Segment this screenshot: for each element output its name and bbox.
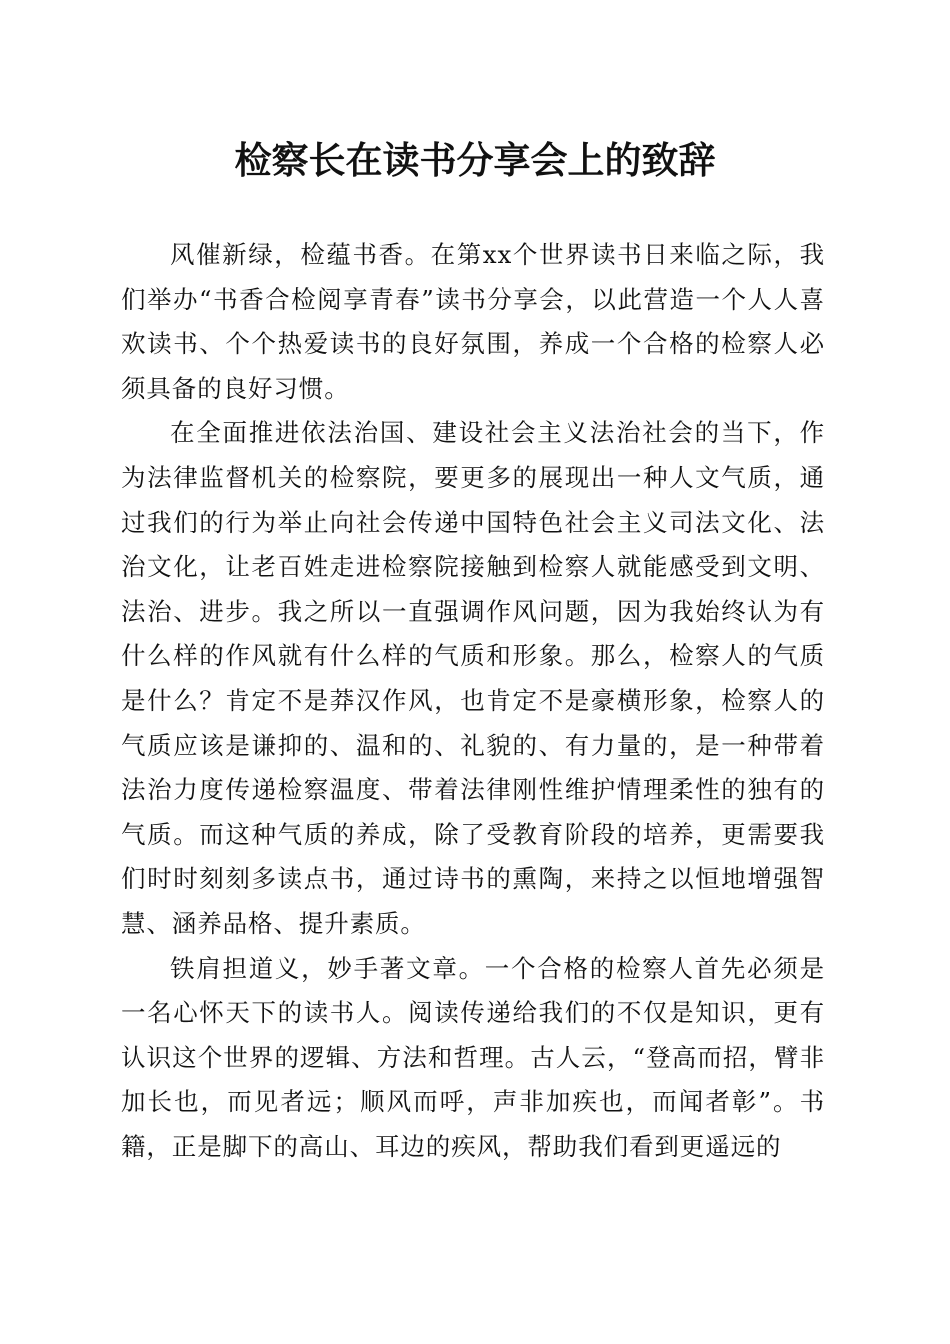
paragraph: 铁肩担道义，妙手著文章。一个合格的检察人首先必须是一名心怀天下的读书人。阅读传递给我们的不仅是知识，更有认识这个世界的逻辑、方法和哲理。古人云，“登高而招，臂非加长也，而见者远；顺风而呼，声非加疾也，而闻者彰”。书籍，正是脚下的高山、耳边的疾风，帮助我们看到更遥远的: [121, 953, 825, 1161]
document-body: [121, 233, 825, 1169]
paragraph: 在全面推进依法治国、建设社会主义法治社会的当下，作为法律监督机关的检察院，要更多的展现出一种人文气质，通过我们的行为举止向社会传递中国特色社会主义司法文化、法治文化，让老百姓走进检察院接触到检察人就能感受到文明、法治、进步。我之所以一直强调作风问题，因为我始终认为有什么样的作风就有什么样的气质和形象。那么，检察人的气质是什么？肯定不是莽汉作风，也肯定不是豪横形象，检察人的气质应该是谦抑的、温和的、礼貌的、有力量的，是一种带着法治力度传递检察温度、带着法律刚性维护情理柔性的独有的气质。而这种气质的养成，除了受教育阶段的培养，更需要我们时时刻刻多读点书，通过诗书的熏陶，来持之以恒地增强智慧、涵养品格、提升素质。: [121, 418, 825, 938]
document-title: 检察长在读书分享会上的致辞: [234, 138, 716, 182]
paragraph: 风催新绿，检蕴书香。在第xx个世界读书日来临之际，我们举办“书香合检阅享青春”读书分享会，以此营造一个人人喜欢读书、个个热爱读书的良好氛围，养成一个合格的检察人必须具备的良好习惯。: [121, 240, 825, 403]
